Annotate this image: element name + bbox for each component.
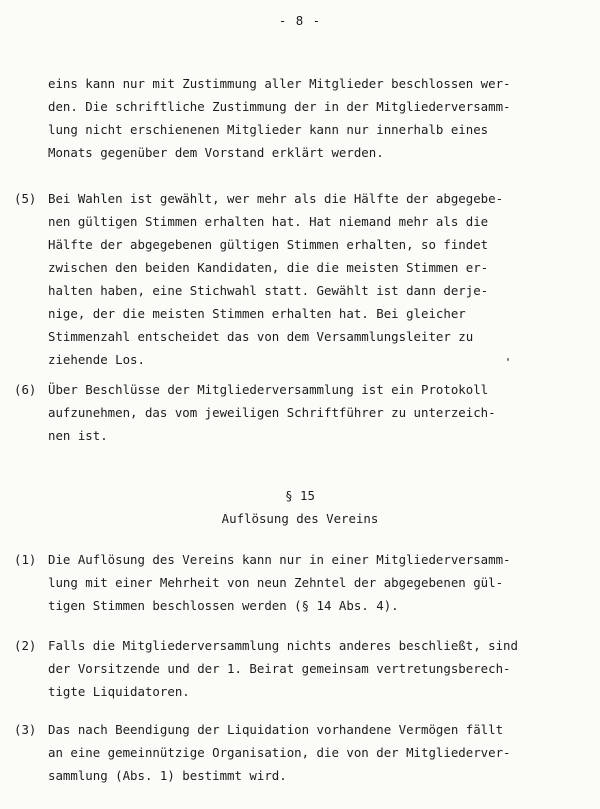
text-line: sammlung (Abs. 1) bestimmt wird. [48, 768, 287, 783]
text-line: tigte Liquidatoren. [48, 684, 190, 699]
text-line: ziehende Los. [48, 352, 145, 367]
text-line: halten haben, eine Stichwahl statt. Gewählt ist dann derje- [48, 283, 489, 298]
text-line: nen ist. [48, 428, 108, 443]
paragraph-5 [14, 187, 570, 371]
text-line: tigen Stimmen beschlossen werden (§ 14 Abs. 4). [48, 598, 399, 613]
text-line: (5) Bei Wahlen ist gewählt, wer mehr als die Hälfte der abgegebe- [14, 187, 570, 210]
text-line: (1) Die Auflösung des Vereins kann nur in einer Mitgliederversamm- [14, 548, 570, 571]
text-line: an eine gemeinnützige Organisation, die von der Mitgliederver- [48, 745, 511, 760]
text-line: der Vorsitzende und der 1. Beirat gemeinsam vertretungsberech- [48, 661, 511, 676]
text-line: (6) Über Beschlüsse der Mitgliederversammlung ist ein Protokoll [14, 378, 570, 401]
text-line: den. Die schriftliche Zustimmung der in der Mitgliederversamm- [48, 99, 511, 114]
text-line: Stimmenzahl entscheidet das von dem Versammlungsleiter zu [48, 329, 474, 344]
section-15-paragraph-1 [14, 548, 570, 617]
text-line: Monats gegenüber dem Vorstand erklärt werden. [48, 145, 384, 160]
paragraph-number: (3) [14, 722, 37, 737]
text-line: (2) Falls die Mitgliederversammlung nichts anderes beschließt, sind [14, 634, 570, 657]
section-15-paragraph-3 [14, 718, 570, 787]
section-15-paragraph-2 [14, 634, 570, 703]
paragraph-number: (6) [14, 382, 37, 397]
text-line: zwischen den beiden Kandidaten, die die meisten Stimmen er- [48, 260, 489, 275]
paragraph-number: (2) [14, 638, 37, 653]
text-line: eins kann nur mit Zustimmung aller Mitglieder beschlossen wer- [48, 76, 511, 91]
continuation-paragraph [48, 72, 568, 164]
scan-speck [507, 358, 509, 361]
text-line: (3) Das nach Beendigung der Liquidation vorhandene Vermögen fällt [14, 718, 570, 741]
paragraph-number: (5) [14, 191, 37, 206]
paragraph-number: (1) [14, 552, 37, 567]
text-line: nige, der die meisten Stimmen erhalten hat. Bei gleicher [48, 306, 466, 321]
paragraph-6 [14, 378, 570, 447]
text-line: lung mit einer Mehrheit von neun Zehntel der abgegebenen gül- [48, 575, 504, 590]
section-title: Auflösung des Vereins [221, 511, 379, 526]
text-line: Hälfte der abgegebenen gültigen Stimmen erhalten, so findet [48, 237, 489, 252]
section-number: § 15 [285, 488, 315, 503]
page-number: - 8 - [278, 13, 322, 28]
text-line: nen gültigen Stimmen erhalten hat. Hat niemand mehr als die [48, 214, 489, 229]
text-line: aufzunehmen, das vom jeweiligen Schriftführer zu unterzeich- [48, 405, 496, 420]
text-line: lung nicht erschienenen Mitglieder kann nur innerhalb eines [48, 122, 489, 137]
